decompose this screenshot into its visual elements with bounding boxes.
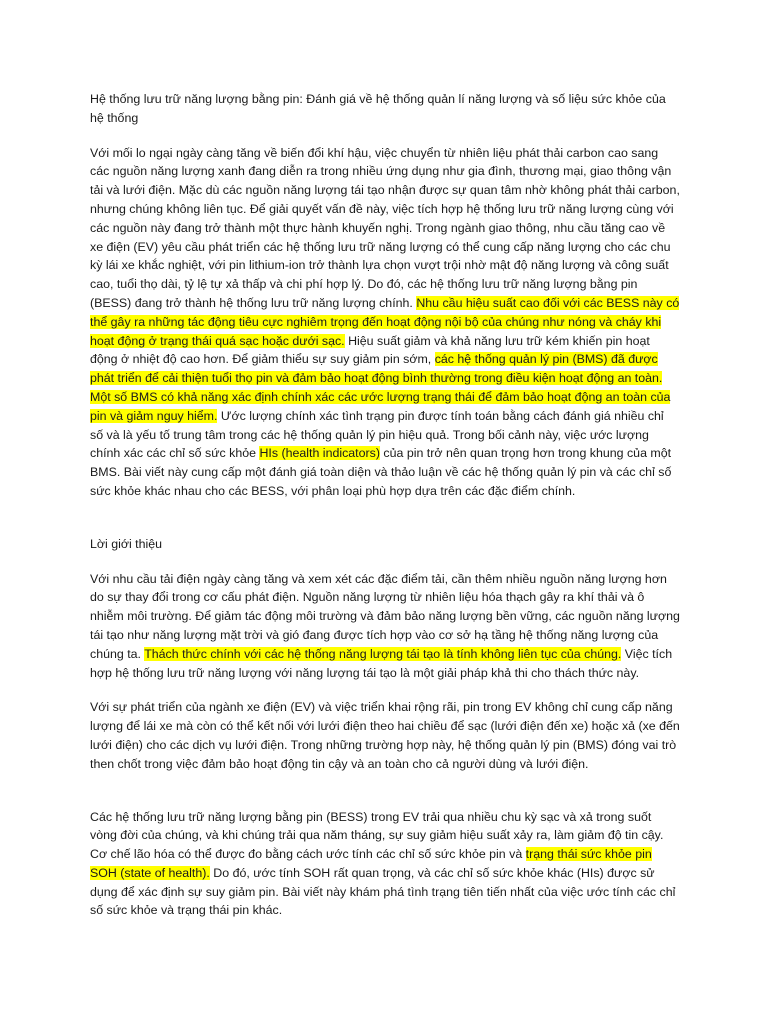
document-title: Hệ thống lưu trữ năng lượng bằng pin: Đánh giá về hệ thống quản lí năng lượng và số liệu sức khỏe của hệ thống	[90, 92, 666, 125]
abstract-text-4: của pin trở nên quan trọng hơn trong khung của một BMS. Bài viết này cung cấp một đánh giá toàn diện và thảo luận về các hệ thống quản lý pin và các chỉ số sức khỏe khác nhau cho các BESS, với phân loại phù hợp dựa trên các đặc điểm chính.	[90, 446, 672, 498]
intro-p3-text-1: Các hệ thống lưu trữ năng lượng bằng pin (BESS) trong EV trải qua nhiều chu kỳ sạc và xả trong suốt vòng đời của chúng, và khi chúng trải qua năm tháng, sự suy giảm hiệu suất xảy ra, làm giảm độ tin cậy. Cơ chế lão hóa có thể được đo bằng cách ước tính các chỉ số sức khỏe pin và	[90, 809, 664, 862]
abstract-highlight-2: các hệ thống quản lý pin (BMS) đã được phát triển để cải thiện tuổi thọ pin và đảm bảo hoạt động bình thường trong điều kiện hoạt động an toàn. Một số BMS có khả năng xác định chính xác các ước lượng trạng thái để đảm bảo hoạt động an toàn của pin và giảm nguy hiểm.	[90, 352, 671, 423]
abstract-paragraph	[90, 144, 680, 501]
intro-p3-highlight-1: trạng thái sức khỏe pin SOH (state of health).	[90, 847, 652, 880]
intro-p1-text-1: Với nhu cầu tải điện ngày càng tăng và xem xét các đặc điểm tải, cần thêm nhiều nguồn năng lượng hơn do sự thay đổi trong cơ cấu phát điện. Nguồn năng lượng từ nhiên liệu hóa thạch gây ra khí thải và ô nhiễm môi trường. Để giảm tác động môi trường và đảm bảo năng lượng bền vững, các nguồn năng lượng tái tạo như năng lượng mặt trời và gió đang được tích hợp vào cơ sở hạ tầng hệ thống năng lượng của chúng ta.	[90, 571, 680, 661]
abstract-highlight-3: HIs (health indicators)	[259, 446, 380, 461]
intro-p1-text-2: Việc tích hợp hệ thống lưu trữ năng lượng với năng lượng tái tạo là một giải pháp khả thi cho thách thức này.	[90, 646, 673, 680]
abstract-text-2: Hiệu suất giảm và khả năng lưu trữ kém khiến pin hoạt động ở nhiệt độ cao hơn. Để giảm thiểu sự suy giảm pin sớm,	[90, 333, 650, 367]
intro-paragraph-1	[90, 570, 680, 683]
intro-paragraph-3	[90, 808, 680, 921]
document-page	[90, 90, 680, 936]
abstract-highlight-1: Nhu cầu hiệu suất cao đối với các BESS này có thể gây ra những tác động tiêu cực nghiêm trọng đến hoạt động nội bộ của chúng như nóng và cháy khi hoạt động ở trạng thái quá sạc hoặc dưới sạc.	[90, 295, 680, 348]
intro-p3-text-2: Do đó, ước tính SOH rất quan trọng, và các chỉ số sức khỏe khác (HIs) được sử dụng để xác định sự suy giảm pin. Bài viết này khám phá tình trạng tiên tiến nhất của việc ước tính các chỉ số sức khỏe và trạng thái pin khác.	[90, 865, 676, 918]
intro-p1-highlight-1: Thách thức chính với các hệ thống năng lượng tái tạo là tính không liên tục của chúng.	[144, 646, 622, 661]
abstract-text-1: Với mối lo ngại ngày càng tăng về biến đổi khí hậu, việc chuyển từ nhiên liệu phát thải carbon cao sang các nguồn năng lượng xanh đang diễn ra trong nhiều ứng dụng như gia đình, thương mại, giao thông vận tải và lưới điện. Mặc dù các nguồn năng lượng tái tạo nhận được sự quan tâm nhờ không phát thải carbon, nhưng chúng không liên tục. Để giải quyết vấn đề này, việc tích hợp hệ thống lưu trữ năng lượng cùng với các nguồn này đang trở thành một thực hành khuyến nghị. Trong ngành giao thông, nhu cầu tăng cao về xe điện (EV) yêu cầu phát triển các hệ thống lưu trữ năng lượng có thể cung cấp năng lượng cho các chu kỳ lái xe khắc nghiệt, với pin lithium-ion trở thành lựa chọn vượt trội nhờ mật độ năng lượng và công suất cao, tuổi thọ dài, tỷ lệ tự xả thấp và chi phí hợp lý. Do đó, các hệ thống lưu trữ năng lượng bằng pin (BESS) đang trở thành hệ thống lưu trữ năng lượng chính.	[90, 145, 680, 310]
abstract-text-3: Ước lượng chính xác tình trạng pin được tính toán bằng cách đánh giá nhiều chỉ số và là yếu tố trung tâm trong các hệ thống quản lý pin hiệu quả. Trong bối cảnh này, việc ước lượng chính xác các chỉ số sức khỏe	[90, 408, 664, 461]
intro-heading: Lời giới thiệu	[90, 536, 163, 551]
section-spacer	[90, 517, 680, 535]
intro-paragraph-2: Với sự phát triển của ngành xe điện (EV) và việc triển khai rộng rãi, pin trong EV không chỉ cung cấp năng lượng để lái xe mà còn có thể kết nối với lưới điện theo hai chiều để sạc (lưới điện đến xe) hoặc xả (xe đến lưới điện) cho các dịch vụ lưới điện. Trong những trường hợp này, hệ thống quản lý pin (BMS) đóng vai trò then chốt trong việc đảm bảo hoạt động tin cậy và an toàn cho cả người dùng và lưới điện.	[90, 700, 680, 771]
